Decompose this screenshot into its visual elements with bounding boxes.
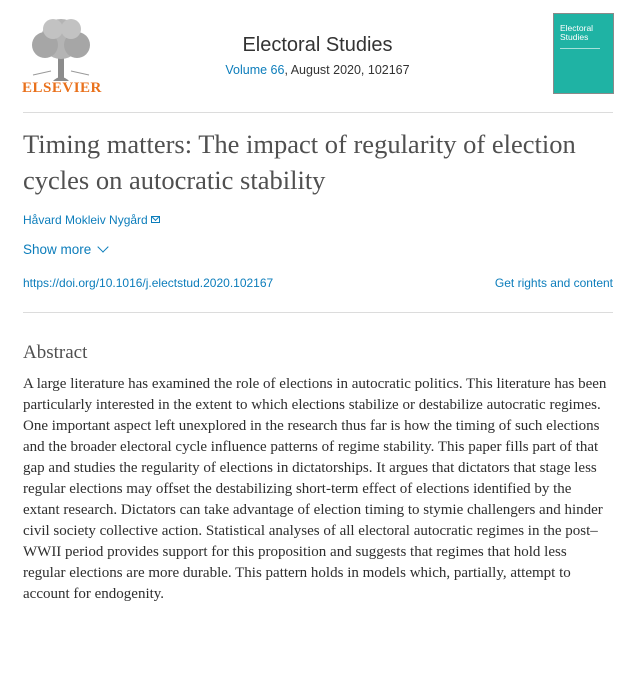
envelope-icon[interactable] [151,216,160,223]
elsevier-wordmark[interactable]: ELSEVIER [22,80,102,96]
rights-content-link[interactable]: Get rights and content [494,276,613,290]
cover-divider [560,48,600,49]
author-line [23,213,160,227]
journal-issue-meta [180,63,455,77]
journal-title[interactable]: Electoral Studies [242,34,393,56]
chevron-down-icon [98,241,109,252]
show-more-button[interactable] [23,242,107,257]
doi-link[interactable]: https://doi.org/10.1016/j.electstud.2020.102167 [23,276,274,290]
header-divider [23,112,613,113]
section-divider [23,312,613,313]
journal-info [180,34,455,77]
journal-header [0,0,635,112]
abstract-heading: Abstract [23,342,88,363]
issue-details: , August 2020, 102167 [284,63,410,77]
volume-link[interactable]: Volume 66 [225,63,285,77]
author-name-link[interactable]: Håvard Mokleiv Nygård [23,213,148,227]
article-title: Timing matters: The impact of regularity of election cycles on autocratic stability [23,129,576,195]
abstract-text: A large literature has examined the role of elections in autocratic politics. This literature has been particularly interested in the extent to which elections stabilize or destabilize autocratic regimes. One important aspect left unexplored in the research thus far is how the timing of such elections and the broader electoral cycle influence patterns of regime stability. This paper fills part of that gap and studies the regularity of elections in dictatorships. It argues that dictators that stage less regular elections may offset the destabilizing short-term effect of elections identified by the extant research. Dictators can take advantage of election timing to stymie challengers and hinder civil society collective action. Statistical analyses of all electoral autocratic regimes in the post–WWII period provides support for this proposition and suggests that regimes that hold less regular elections are more durable. This pattern holds in models which, partially, attempt to account for endogenity. [23,376,607,602]
cover-title: Electoral Studies [560,23,594,42]
show-more-label: Show more [23,242,92,257]
journal-cover-thumbnail[interactable] [553,13,614,94]
